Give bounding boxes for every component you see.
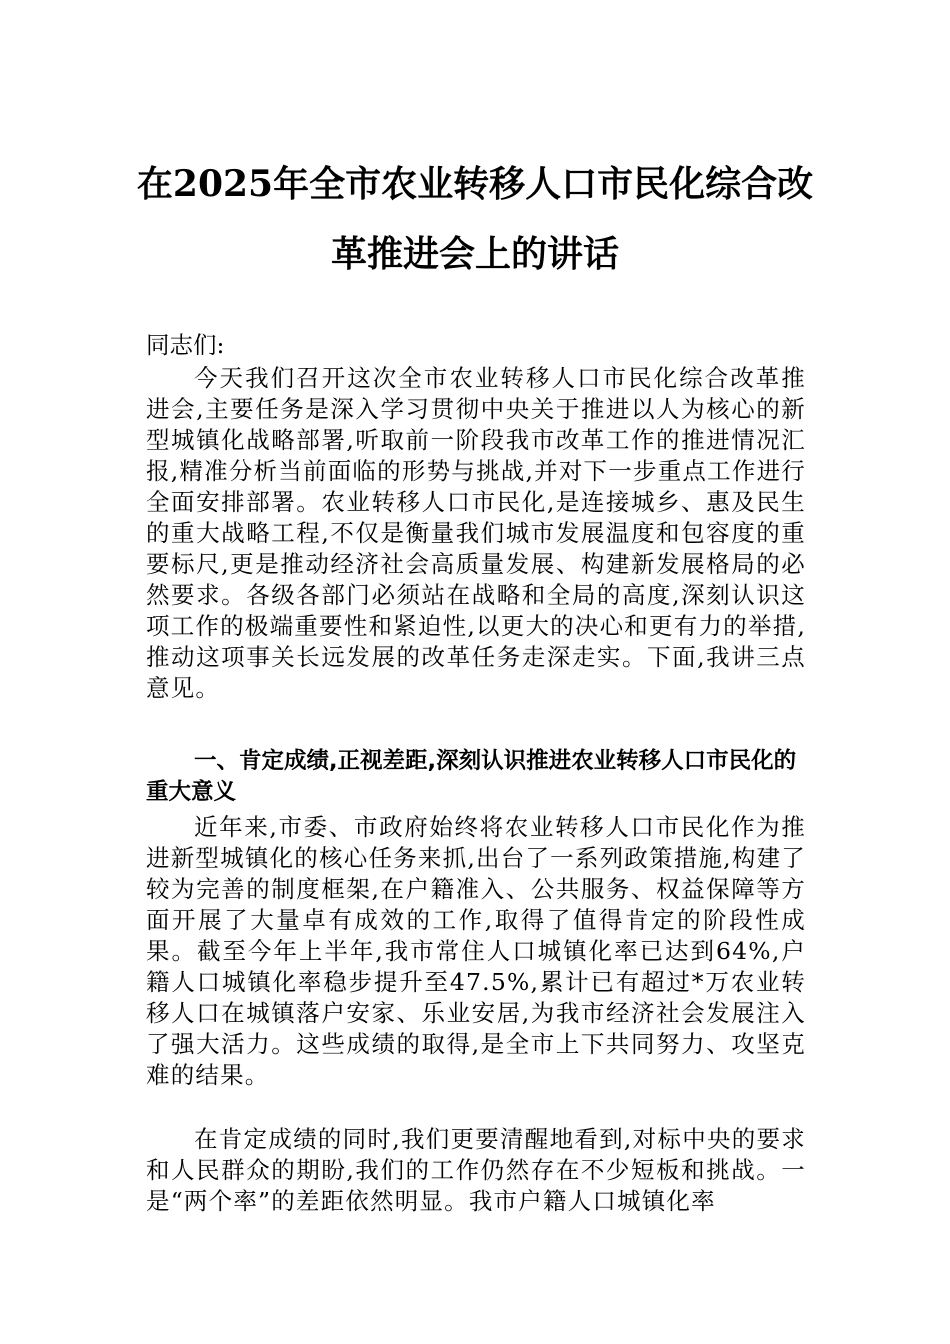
paragraph-challenges: 在肯定成绩的同时,我们更要清醒地看到,对标中央的要求和人民群众的期盼,我们的工作仍然存在不少短板和挑战。一是“两个率”的差距依然明显。我市户籍人口城镇化率 [146,1125,806,1215]
document-title-line-2: 革推进会上的讲话 [330,233,619,275]
salutation: 同志们: [146,331,225,359]
document-title-line-1: 在2025年全市农业转移人口市民化综合改 [136,163,814,205]
paragraph-opening: 今天我们召开这次全市农业转移人口市民化综合改革推进会,主要任务是深入学习贯彻中央关于推进以人为核心的新型城镇化战略部署,听取前一阶段我市改革工作的推进情况汇报,精准分析当前面临的形势与挑战,并对下一步重点工作进行全面安排部署。农业转移人口市民化,是连接城乡、惠及民生的重大战略工程,不仅是衡量我们城市发展温度和包容度的重要标尺,更是推动经济社会高质量发展、构建新发展格局的必然要求。各级各部门必须站在战略和全局的高度,深刻认识这项工作的极端重要性和紧迫性,以更大的决心和更有力的举措,推动这项事关长远发展的改革任务走深走实。下面,我讲三点意见。 [146,364,806,702]
section-heading-1: 一、肯定成绩,正视差距,深刻认识推进农业转移人口市民化的重大意义 [146,748,797,805]
paragraph-achievements: 近年来,市委、市政府始终将农业转移人口市民化作为推进新型城镇化的核心任务来抓,出台了一系列政策措施,构建了较为完善的制度框架,在户籍准入、公共服务、权益保障等方面开展了大量卓有成效的工作,取得了值得肯定的阶段性成果。截至今年上半年,我市常住人口城镇化率已达到64%,户籍人口城镇化率稳步提升至47.5%,累计已有超过*万农业转移人口在城镇落户安家、乐业安居,为我市经济社会发展注入了强大活力。这些成绩的取得,是全市上下共同努力、攻坚克难的结果。 [146,813,806,1089]
